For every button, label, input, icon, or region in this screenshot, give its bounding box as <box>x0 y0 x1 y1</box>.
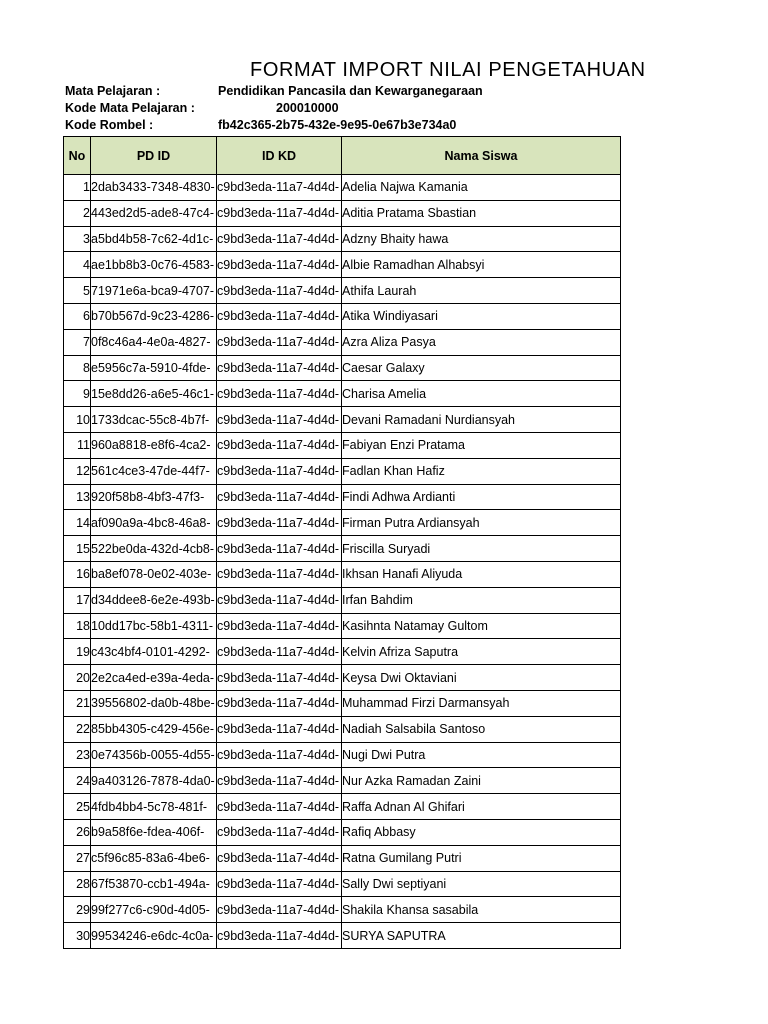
page-title: FORMAT IMPORT NILAI PENGETAHUAN <box>250 62 646 80</box>
cell-no[interactable]: 17 <box>64 587 91 613</box>
table-row <box>64 845 621 871</box>
table-row <box>64 897 621 923</box>
cell-no[interactable]: 6 <box>64 303 91 329</box>
cell-no[interactable]: 26 <box>64 819 91 845</box>
table-row <box>64 278 621 304</box>
cell-nama-siswa[interactable]: Nadiah Salsabila Santoso <box>342 716 621 742</box>
cell-nama-siswa[interactable]: Shakila Khansa sasabila <box>342 897 621 923</box>
cell-pd-id[interactable]: 2e2ca4ed-e39a-4eda- <box>91 665 217 691</box>
cell-id-kd[interactable]: c9bd3eda-11a7-4d4d- <box>217 794 342 820</box>
table-row <box>64 794 621 820</box>
cell-id-kd[interactable]: c9bd3eda-11a7-4d4d- <box>217 665 342 691</box>
cell-no[interactable]: 4 <box>64 252 91 278</box>
kode-mata-pelajaran-label: Kode Mata Pelajaran : <box>65 101 195 115</box>
cell-pd-id[interactable]: 920f58b8-4bf3-47f3- <box>91 484 217 510</box>
cell-nama-siswa[interactable]: Muhammad Firzi Darmansyah <box>342 690 621 716</box>
cell-nama-siswa[interactable]: Fabiyan Enzi Pratama <box>342 432 621 458</box>
cell-id-kd[interactable]: c9bd3eda-11a7-4d4d- <box>217 484 342 510</box>
cell-id-kd[interactable]: c9bd3eda-11a7-4d4d- <box>217 252 342 278</box>
nilai-table <box>63 136 621 949</box>
cell-nama-siswa[interactable]: Fadlan Khan Hafiz <box>342 458 621 484</box>
cell-pd-id[interactable]: d34ddee8-6e2e-493b- <box>91 587 217 613</box>
cell-no[interactable]: 11 <box>64 432 91 458</box>
table-row <box>64 561 621 587</box>
cell-nama-siswa[interactable]: Ratna Gumilang Putri <box>342 845 621 871</box>
cell-id-kd[interactable]: c9bd3eda-11a7-4d4d- <box>217 278 342 304</box>
table-row <box>64 871 621 897</box>
cell-pd-id[interactable]: 71971e6a-bca9-4707- <box>91 278 217 304</box>
cell-pd-id[interactable]: 15e8dd26-a6e5-46c1- <box>91 381 217 407</box>
kode-rombel-value: fb42c365-2b75-432e-9e95-0e67b3e734a0 <box>218 118 457 132</box>
cell-pd-id[interactable]: 4fdb4bb4-5c78-481f- <box>91 794 217 820</box>
table-row <box>64 432 621 458</box>
cell-id-kd[interactable]: c9bd3eda-11a7-4d4d- <box>217 897 342 923</box>
table-row <box>64 484 621 510</box>
kode-mata-pelajaran-value: 200010000 <box>276 101 339 115</box>
cell-id-kd[interactable]: c9bd3eda-11a7-4d4d- <box>217 200 342 226</box>
cell-no[interactable]: 16 <box>64 561 91 587</box>
cell-pd-id[interactable]: c43c4bf4-0101-4292- <box>91 639 217 665</box>
table-row <box>64 536 621 562</box>
cell-id-kd[interactable]: c9bd3eda-11a7-4d4d- <box>217 716 342 742</box>
cell-nama-siswa[interactable]: Aditia Pratama Sbastian <box>342 200 621 226</box>
cell-nama-siswa[interactable]: Adzny Bhaity hawa <box>342 226 621 252</box>
table-row <box>64 329 621 355</box>
cell-no[interactable]: 10 <box>64 407 91 433</box>
table-row <box>64 819 621 845</box>
cell-nama-siswa[interactable]: Kelvin Afriza Saputra <box>342 639 621 665</box>
cell-pd-id[interactable]: af090a9a-4bc8-46a8- <box>91 510 217 536</box>
cell-id-kd[interactable]: c9bd3eda-11a7-4d4d- <box>217 871 342 897</box>
table-row <box>64 639 621 665</box>
cell-id-kd[interactable]: c9bd3eda-11a7-4d4d- <box>217 432 342 458</box>
cell-id-kd[interactable]: c9bd3eda-11a7-4d4d- <box>217 510 342 536</box>
cell-no[interactable]: 7 <box>64 329 91 355</box>
table-row <box>64 923 621 949</box>
cell-nama-siswa[interactable]: Irfan Bahdim <box>342 587 621 613</box>
table-row <box>64 200 621 226</box>
cell-pd-id[interactable]: 522be0da-432d-4cb8- <box>91 536 217 562</box>
cell-nama-siswa[interactable]: Raffa Adnan Al Ghifari <box>342 794 621 820</box>
cell-nama-siswa[interactable]: Findi Adhwa Ardianti <box>342 484 621 510</box>
cell-nama-siswa[interactable]: Atika Windiyasari <box>342 303 621 329</box>
cell-pd-id[interactable]: c5f96c85-83a6-4be6- <box>91 845 217 871</box>
cell-nama-siswa[interactable]: Keysa Dwi Oktaviani <box>342 665 621 691</box>
cell-id-kd[interactable]: c9bd3eda-11a7-4d4d- <box>217 175 342 201</box>
kode-rombel-label: Kode Rombel : <box>65 118 154 132</box>
cell-no[interactable]: 30 <box>64 923 91 949</box>
cell-nama-siswa[interactable]: Devani Ramadani Nurdiansyah <box>342 407 621 433</box>
cell-pd-id[interactable]: ae1bb8b3-0c76-4583- <box>91 252 217 278</box>
table-row <box>64 742 621 768</box>
cell-nama-siswa[interactable]: Athifa Laurah <box>342 278 621 304</box>
mata-pelajaran-value: Pendidikan Pancasila dan Kewarganegaraan <box>218 84 483 98</box>
table-row <box>64 381 621 407</box>
table-row <box>64 665 621 691</box>
cell-id-kd[interactable]: c9bd3eda-11a7-4d4d- <box>217 587 342 613</box>
table-row <box>64 587 621 613</box>
table-row <box>64 716 621 742</box>
cell-id-kd[interactable]: c9bd3eda-11a7-4d4d- <box>217 561 342 587</box>
table-row <box>64 458 621 484</box>
cell-nama-siswa[interactable]: Albie Ramadhan Alhabsyi <box>342 252 621 278</box>
table-row <box>64 510 621 536</box>
cell-no[interactable]: 23 <box>64 742 91 768</box>
cell-no[interactable]: 20 <box>64 665 91 691</box>
cell-no[interactable]: 1 <box>64 175 91 201</box>
cell-no[interactable]: 8 <box>64 355 91 381</box>
cell-id-kd[interactable]: c9bd3eda-11a7-4d4d- <box>217 845 342 871</box>
cell-pd-id[interactable]: 960a8818-e8f6-4ca2- <box>91 432 217 458</box>
cell-pd-id[interactable]: a5bd4b58-7c62-4d1c- <box>91 226 217 252</box>
cell-pd-id[interactable]: 443ed2d5-ade8-47c4- <box>91 200 217 226</box>
cell-pd-id[interactable]: b9a58f6e-fdea-406f- <box>91 819 217 845</box>
cell-nama-siswa[interactable]: Rafiq Abbasy <box>342 819 621 845</box>
cell-pd-id[interactable]: 1733dcac-55c8-4b7f- <box>91 407 217 433</box>
cell-pd-id[interactable]: 99534246-e6dc-4c0a- <box>91 923 217 949</box>
cell-pd-id[interactable]: e5956c7a-5910-4fde- <box>91 355 217 381</box>
cell-no[interactable]: 9 <box>64 381 91 407</box>
cell-nama-siswa[interactable]: Nugi Dwi Putra <box>342 742 621 768</box>
cell-no[interactable]: 13 <box>64 484 91 510</box>
cell-nama-siswa[interactable]: Friscilla Suryadi <box>342 536 621 562</box>
cell-nama-siswa[interactable]: Kasihnta Natamay Gultom <box>342 613 621 639</box>
cell-no[interactable]: 2 <box>64 200 91 226</box>
cell-no[interactable]: 3 <box>64 226 91 252</box>
cell-nama-siswa[interactable]: Adelia Najwa Kamania <box>342 175 621 201</box>
cell-id-kd[interactable]: c9bd3eda-11a7-4d4d- <box>217 407 342 433</box>
cell-nama-siswa[interactable]: Nur Azka Ramadan Zaini <box>342 768 621 794</box>
page-title-clip <box>0 62 768 80</box>
cell-no[interactable]: 22 <box>64 716 91 742</box>
cell-no[interactable]: 29 <box>64 897 91 923</box>
cell-pd-id[interactable]: 0f8c46a4-4e0a-4827- <box>91 329 217 355</box>
cell-id-kd[interactable]: c9bd3eda-11a7-4d4d- <box>217 381 342 407</box>
cell-no[interactable]: 24 <box>64 768 91 794</box>
cell-no[interactable]: 19 <box>64 639 91 665</box>
cell-pd-id[interactable]: 39556802-da0b-48be- <box>91 690 217 716</box>
header-no[interactable]: No <box>64 137 91 175</box>
cell-pd-id[interactable]: 10dd17bc-58b1-4311- <box>91 613 217 639</box>
table-row <box>64 613 621 639</box>
cell-no[interactable]: 27 <box>64 845 91 871</box>
table-row <box>64 252 621 278</box>
cell-pd-id[interactable]: 67f53870-ccb1-494a- <box>91 871 217 897</box>
header-id-kd[interactable]: ID KD <box>217 137 342 175</box>
header-pd-id[interactable]: PD ID <box>91 137 217 175</box>
cell-pd-id[interactable]: 99f277c6-c90d-4d05- <box>91 897 217 923</box>
table-row <box>64 407 621 433</box>
cell-pd-id[interactable]: 2dab3433-7348-4830- <box>91 175 217 201</box>
cell-nama-siswa[interactable]: Caesar Galaxy <box>342 355 621 381</box>
table-row <box>64 355 621 381</box>
table-row <box>64 175 621 201</box>
table-row <box>64 690 621 716</box>
cell-nama-siswa[interactable]: Azra Aliza Pasya <box>342 329 621 355</box>
cell-no[interactable]: 14 <box>64 510 91 536</box>
cell-no[interactable]: 28 <box>64 871 91 897</box>
cell-pd-id[interactable]: 9a403126-7878-4da0- <box>91 768 217 794</box>
table-header-row <box>64 137 621 175</box>
cell-pd-id[interactable]: 0e74356b-0055-4d55- <box>91 742 217 768</box>
mata-pelajaran-label: Mata Pelajaran : <box>65 84 161 98</box>
cell-no[interactable]: 12 <box>64 458 91 484</box>
cell-id-kd[interactable]: c9bd3eda-11a7-4d4d- <box>217 536 342 562</box>
cell-no[interactable]: 15 <box>64 536 91 562</box>
cell-pd-id[interactable]: b70b567d-9c23-4286- <box>91 303 217 329</box>
cell-id-kd[interactable]: c9bd3eda-11a7-4d4d- <box>217 303 342 329</box>
table-row <box>64 303 621 329</box>
cell-pd-id[interactable]: 85bb4305-c429-456e- <box>91 716 217 742</box>
cell-id-kd[interactable]: c9bd3eda-11a7-4d4d- <box>217 458 342 484</box>
cell-pd-id[interactable]: 561c4ce3-47de-44f7- <box>91 458 217 484</box>
header-nama-siswa[interactable]: Nama Siswa <box>342 137 621 175</box>
cell-no[interactable]: 21 <box>64 690 91 716</box>
cell-id-kd[interactable]: c9bd3eda-11a7-4d4d- <box>217 690 342 716</box>
cell-pd-id[interactable]: ba8ef078-0e02-403e- <box>91 561 217 587</box>
cell-id-kd[interactable]: c9bd3eda-11a7-4d4d- <box>217 639 342 665</box>
cell-id-kd[interactable]: c9bd3eda-11a7-4d4d- <box>217 742 342 768</box>
cell-nama-siswa[interactable]: Charisa Amelia <box>342 381 621 407</box>
cell-no[interactable]: 18 <box>64 613 91 639</box>
cell-id-kd[interactable]: c9bd3eda-11a7-4d4d- <box>217 819 342 845</box>
cell-no[interactable]: 25 <box>64 794 91 820</box>
cell-id-kd[interactable]: c9bd3eda-11a7-4d4d- <box>217 923 342 949</box>
cell-nama-siswa[interactable]: Sally Dwi septiyani <box>342 871 621 897</box>
cell-no[interactable]: 5 <box>64 278 91 304</box>
table-row <box>64 768 621 794</box>
cell-id-kd[interactable]: c9bd3eda-11a7-4d4d- <box>217 768 342 794</box>
cell-id-kd[interactable]: c9bd3eda-11a7-4d4d- <box>217 613 342 639</box>
cell-nama-siswa[interactable]: Firman Putra Ardiansyah <box>342 510 621 536</box>
cell-id-kd[interactable]: c9bd3eda-11a7-4d4d- <box>217 355 342 381</box>
cell-nama-siswa[interactable]: Ikhsan Hanafi Aliyuda <box>342 561 621 587</box>
table-row <box>64 226 621 252</box>
cell-id-kd[interactable]: c9bd3eda-11a7-4d4d- <box>217 226 342 252</box>
cell-id-kd[interactable]: c9bd3eda-11a7-4d4d- <box>217 329 342 355</box>
cell-nama-siswa[interactable]: SURYA SAPUTRA <box>342 923 621 949</box>
